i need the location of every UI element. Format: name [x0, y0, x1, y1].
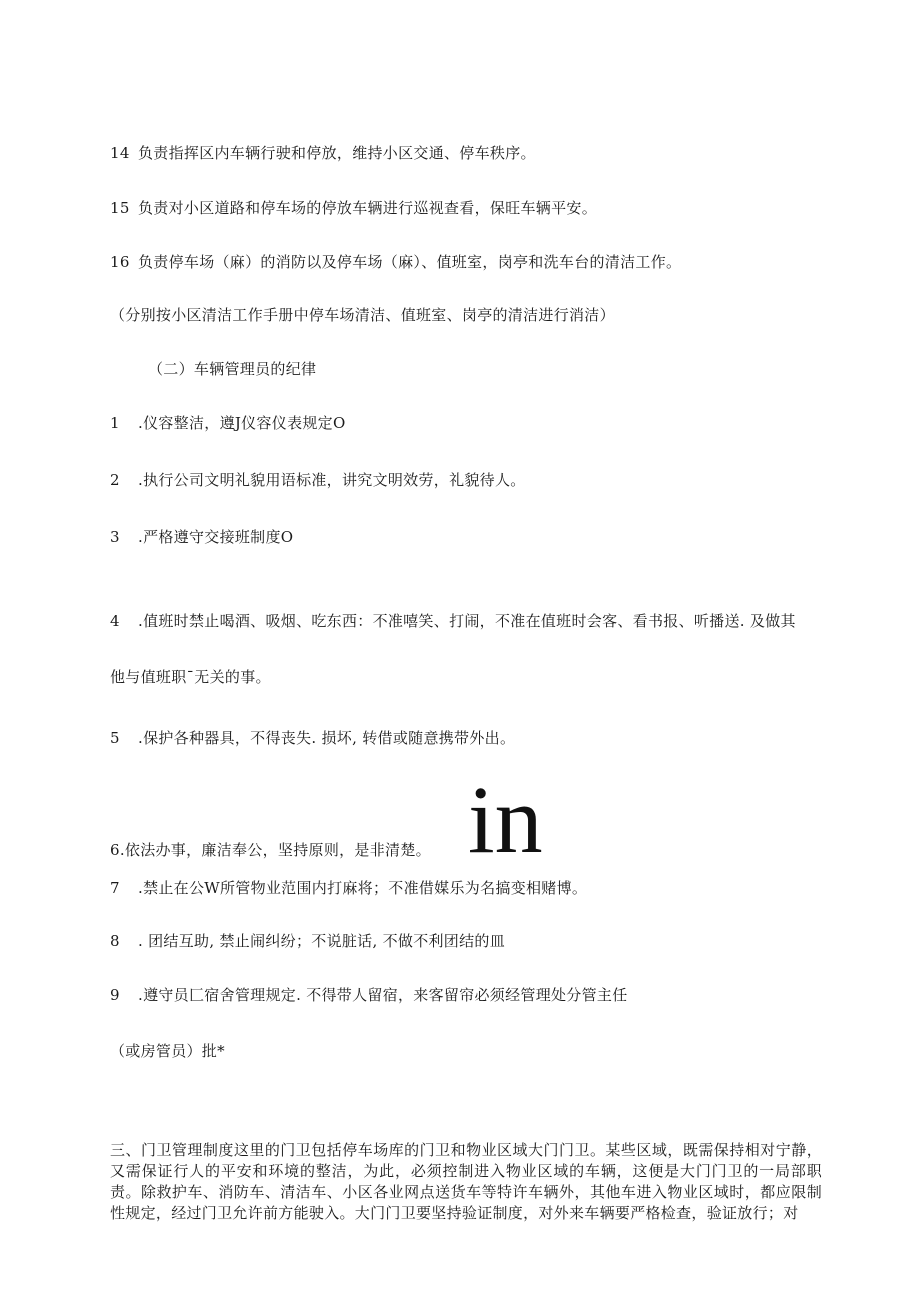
rule-text: .保护各种器具，不得丧失. 损坏, 转借或随意携带外出。 [138, 729, 516, 747]
rule-text: .严格遵守交接班制度O [138, 528, 294, 546]
item-number: 15 [110, 199, 130, 217]
rule-2 [110, 470, 526, 490]
rule-6 [110, 840, 431, 860]
rule-text: .遵守员匚宿舍管理规定. 不得带人留宿，来客留帘必须经管理处分管主任 [138, 986, 628, 1004]
rule-text: . 团结互助, 禁止闹纠纷；不说脏话, 不做不利团结的皿 [138, 932, 506, 950]
rule-4 [110, 611, 796, 631]
large-mark: in [468, 766, 543, 873]
rule-text: .执行公司文明礼貌用语标准，讲究文明效劳，礼貌待人。 [138, 471, 526, 489]
rule-text: 他与值班职ˉ无关的事。 [110, 668, 271, 686]
rule-number: 3 [110, 528, 120, 546]
item-number: 16 [110, 253, 130, 271]
rule-text: .仪容整洁，遵J仪容仪表规定O [138, 414, 346, 432]
rule-9-continued [110, 1041, 225, 1061]
rule-text: 6.依法办事，廉洁奉公，坚持原则，是非清楚。 [110, 841, 431, 859]
rule-3 [110, 527, 293, 547]
item-14 [110, 143, 536, 163]
item-15 [110, 198, 597, 218]
rule-number: 7 [110, 879, 120, 897]
rule-5 [110, 728, 515, 748]
rule-7 [110, 878, 587, 898]
rule-text: .值班时禁止喝酒、吸烟、吃东西：不准嘻笑、打闹，不准在值班时会客、看书报、听播送. 及做其 [138, 612, 796, 630]
item-16 [110, 252, 681, 272]
rule-9 [110, 985, 628, 1005]
rule-1 [110, 413, 346, 433]
rule-number: 9 [110, 986, 120, 1004]
rule-8 [110, 931, 505, 951]
rule-number: 2 [110, 471, 120, 489]
rule-number: 1 [110, 414, 120, 432]
section-three-paragraph: 三、门卫管理制度这里的门卫包括停车场库的门卫和物业区域大门门卫。某些区域，既需保持相对宁静，又需保证行人的平安和环境的整洁，为此，必须控制进入物业区域的车辆，这便是大门门卫的一局部职责。除救护车、消防车、清洁车、小区各业网点送货车等特许车辆外，其他车进入物业区域时，都应限制性规定，经过门卫允许前方能驶入。大门门卫要坚持验证制度，对外来车辆要严格检查，验证放行；对 [110, 1141, 822, 1222]
rule-text: .禁止在公W所管物业范围内打麻将；不准借媒乐为名搞变相赌博。 [138, 879, 588, 897]
rule-number: 4 [110, 612, 120, 630]
item-number: 14 [110, 144, 130, 162]
rule-number: 5 [110, 729, 120, 747]
item-text: 负责指挥区内车辆行驶和停放，维持小区交通、停车秩序。 [138, 144, 536, 162]
item-text: 负责停车场（麻）的消防以及停车场（麻）、值班室，岗亭和洗车台的清洁工作。 [138, 253, 682, 271]
section-heading: （二）车辆管理员的纪律 [148, 360, 317, 378]
rule-number: 8 [110, 932, 120, 950]
item-text: 负责对小区道路和停车场的停放车辆进行巡视查看，保旺车辆平安。 [138, 199, 598, 217]
rule-4-continued [110, 667, 271, 687]
cleaning-note: （分别按小区清洁工作手册中停车场清洁、值班室、岗亭的清洁进行消洁） [110, 306, 615, 324]
rule-text: （或房管员）批* [110, 1042, 225, 1060]
